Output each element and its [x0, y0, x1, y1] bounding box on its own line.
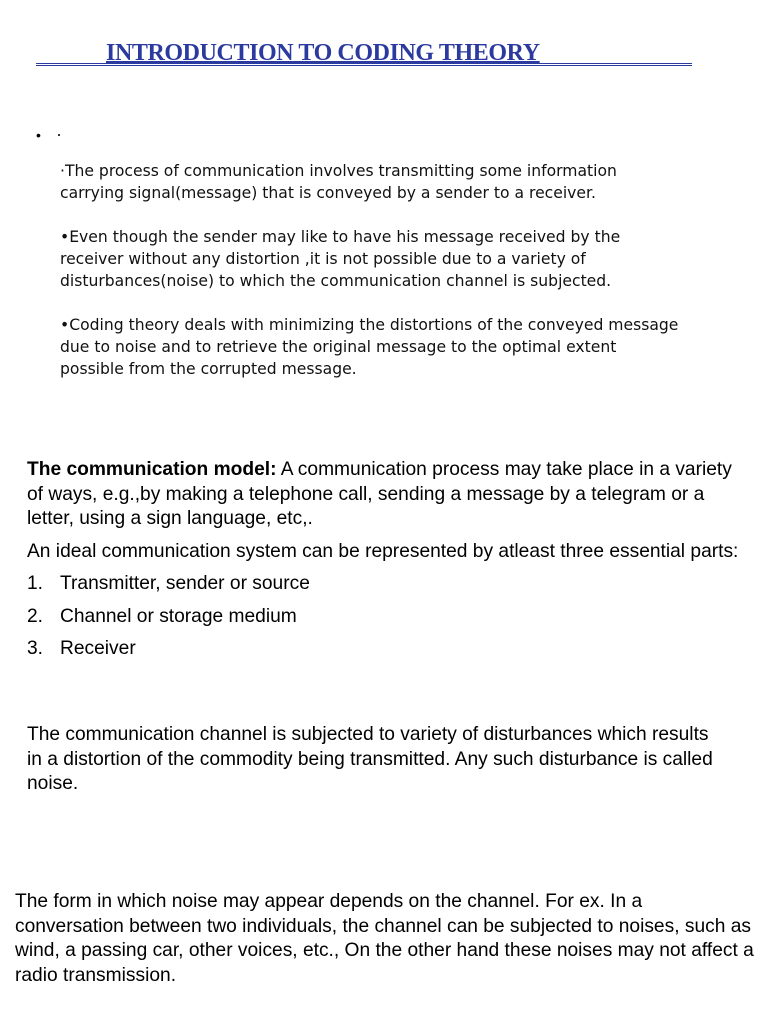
- intro-paragraph-3: •Coding theory deals with minimizing the distortions of the conveyed message due to noise and to retrieve the original message to the optimal extent possible from the corrupted message.: [60, 316, 679, 378]
- communication-model-section: [27, 458, 747, 670]
- model-intro-text: A communication process may take place in a variety of ways, e.g.,by making a telephone call, sending a message by a telegram or a letter, using a sign language, etc,.: [27, 459, 732, 529]
- model-intro: [27, 458, 747, 532]
- list-item-number: 3.: [27, 638, 44, 659]
- list-item: [27, 572, 747, 597]
- list-item-number: 2.: [27, 605, 44, 627]
- model-heading: The communication model:: [27, 459, 277, 480]
- intro-paragraph-2: •Even though the sender may like to have his message received by the receiver without any distortion ,it is not possible due to a variety of disturbances(noise) to which the communication channel is subjected.: [60, 228, 621, 290]
- title-double-rule: [36, 63, 692, 66]
- parts-list: [27, 572, 747, 662]
- page-title: INTRODUCTION TO CODING THEORY: [106, 40, 540, 66]
- list-item: [27, 605, 747, 630]
- title-block: [36, 38, 692, 70]
- list-item: [27, 637, 747, 662]
- noise-paragraph-1: The communication channel is subjected to variety of disturbances which results in a distortion of the commodity being transmitted. Any such disturbance is called noise.: [27, 724, 713, 794]
- intro-paragraphs: [60, 160, 680, 402]
- bullet-speck: [58, 134, 60, 136]
- bullet-dot: •: [36, 127, 41, 143]
- list-item-label: Transmitter, sender or source: [60, 573, 310, 594]
- intro-paragraph-1: ·The process of communication involves transmitting some information carrying signal(message) that is conveyed by a sender to a receiver.: [60, 162, 617, 202]
- list-item-number: 1.: [27, 573, 44, 594]
- list-item-label: Channel or storage medium: [60, 605, 297, 627]
- list-item-label: Receiver: [60, 638, 136, 659]
- ideal-system-text: An ideal communication system can be represented by atleast three essential parts:: [27, 540, 739, 562]
- noise-paragraph-2: The form in which noise may appear depends on the channel. For ex. In a conversation between two individuals, the channel can be subjected to noises, such as wind, a passing car, other voices, etc., On the other hand these noises may not affect a radio transmission.: [15, 891, 754, 986]
